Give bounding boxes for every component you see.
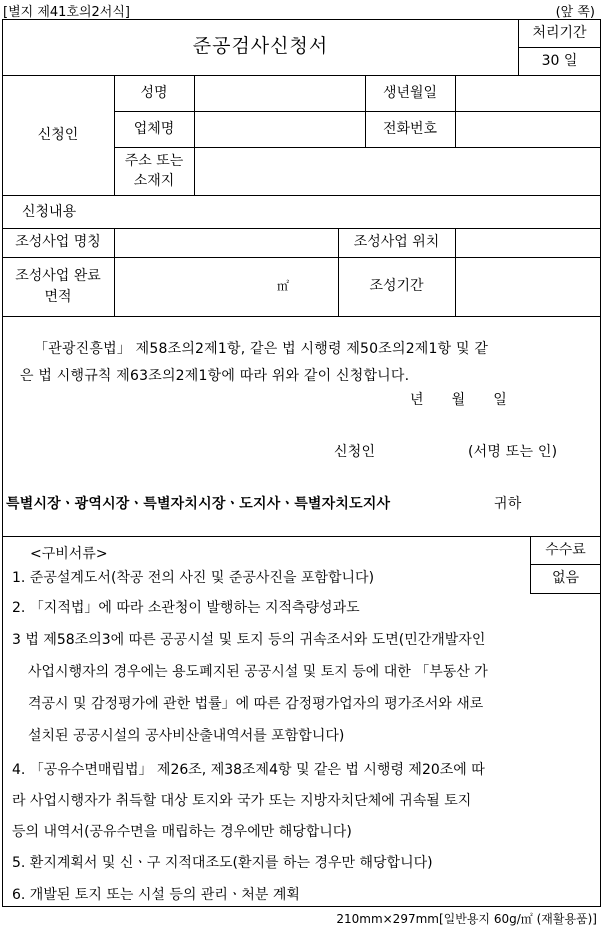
documents-heading: <구비서류> — [30, 546, 108, 562]
birth-date-label: 생년월일 — [382, 84, 438, 101]
signature-note: (서명 또는 인) — [468, 444, 558, 460]
phone-label: 전화번호 — [382, 120, 438, 137]
address-label-line2: 소재지 — [133, 173, 175, 189]
birth-date-field[interactable] — [456, 76, 600, 110]
fee-value: 없음 — [551, 570, 580, 587]
completed-area-field[interactable] — [115, 258, 337, 315]
name-field[interactable] — [195, 76, 364, 110]
address-label-line1: 주소 또는 — [124, 152, 184, 169]
name-label: 성명 — [140, 84, 168, 101]
company-field[interactable] — [195, 112, 364, 146]
address-field[interactable] — [195, 148, 600, 194]
doc-item-5: 5. 환지계획서 및 신ㆍ구 지적대조도(환지를 하는 경우만 해당합니다) — [12, 855, 433, 871]
completed-area-label — [2, 257, 114, 316]
statement-line2: 은 법 시행규칙 제63조의2제1항에 따라 위와 같이 신청합니다. — [20, 368, 410, 384]
doc-item-2: 2. 「지적법」에 따라 소관청이 발행하는 지적측량성과도 — [12, 600, 360, 616]
address-label — [114, 147, 194, 195]
date-line: 년 월 일 — [410, 392, 507, 408]
doc-item-6: 6. 개발된 토지 또는 시설 등의 관리ㆍ처분 계획 — [12, 887, 300, 903]
processing-period-label: 처리기간 — [532, 24, 587, 41]
recipient: 특별시장ㆍ광역시장ㆍ특별자치시장ㆍ도지사ㆍ특별자치도지사 — [6, 496, 391, 512]
doc-item-3-cont2: 격공시 및 감정평가에 관한 법률」에 따른 감정평가업자의 평가조서와 새로 — [28, 696, 484, 712]
project-name-label: 조성사업 명칭 — [15, 234, 101, 251]
completed-area-label-line1: 조성사업 완료 — [15, 268, 101, 285]
period-field[interactable] — [456, 258, 600, 315]
processing-period-value: 30 일 — [541, 52, 578, 69]
company-label: 업체명 — [133, 120, 175, 137]
recipient-suffix: 귀하 — [494, 496, 522, 512]
doc-item-4-cont2: 등의 내역서(공유수면을 매립하는 경우에만 해당합니다) — [12, 824, 352, 840]
applicant-section-label: 신청인 — [37, 126, 79, 143]
doc-item-4-cont1: 라 사업시행자가 취득할 대상 토지와 국가 또는 지방자치단체에 귀속될 토지 — [12, 793, 472, 809]
project-name-field[interactable] — [115, 229, 337, 256]
fee-label: 수수료 — [545, 541, 586, 558]
doc-item-3-cont1: 사업시행자의 경우에는 용도폐지된 공공시설 및 토지 등에 대한 「부동산 가 — [28, 664, 488, 680]
doc-item-3: 3 법 제58조의3에 따른 공공시설 및 토지 등의 귀속조서와 도면(민간개발자인 — [12, 632, 486, 648]
project-location-field[interactable] — [456, 229, 600, 256]
signer-label: 신청인 — [334, 444, 376, 460]
details-section-label: 신청내용 — [22, 204, 77, 220]
doc-item-4: 4. 「공유수면매립법」 제26조, 제38조제4항 및 같은 법 시행령 제20조에 따 — [12, 762, 485, 778]
doc-item-3-cont3: 설치된 공공시설의 공사비산출내역서를 포함합니다) — [28, 728, 345, 744]
phone-field[interactable] — [456, 112, 600, 146]
form-number: [별지 제41호의2서식] — [3, 5, 130, 20]
completed-area-label-line2: 면적 — [44, 288, 72, 305]
doc-item-1: 1. 준공설계도서(착공 전의 사진 및 준공사진을 포함합니다) — [12, 570, 375, 586]
paper-spec: 210mm×297mm[일반용지 60g/㎡ (재활용품)] — [336, 912, 597, 926]
project-location-label: 조성사업 위치 — [353, 234, 440, 251]
page-side-label: (앞 쪽) — [555, 5, 595, 20]
statement-line1: 「관광진흥법」 제58조의2제1항, 같은 법 시행령 제50조의2제1항 및 같 — [34, 341, 489, 357]
form-title: 준공검사신청서 — [192, 35, 329, 58]
period-label: 조성기간 — [369, 278, 424, 295]
area-unit: ㎡ — [276, 278, 289, 293]
